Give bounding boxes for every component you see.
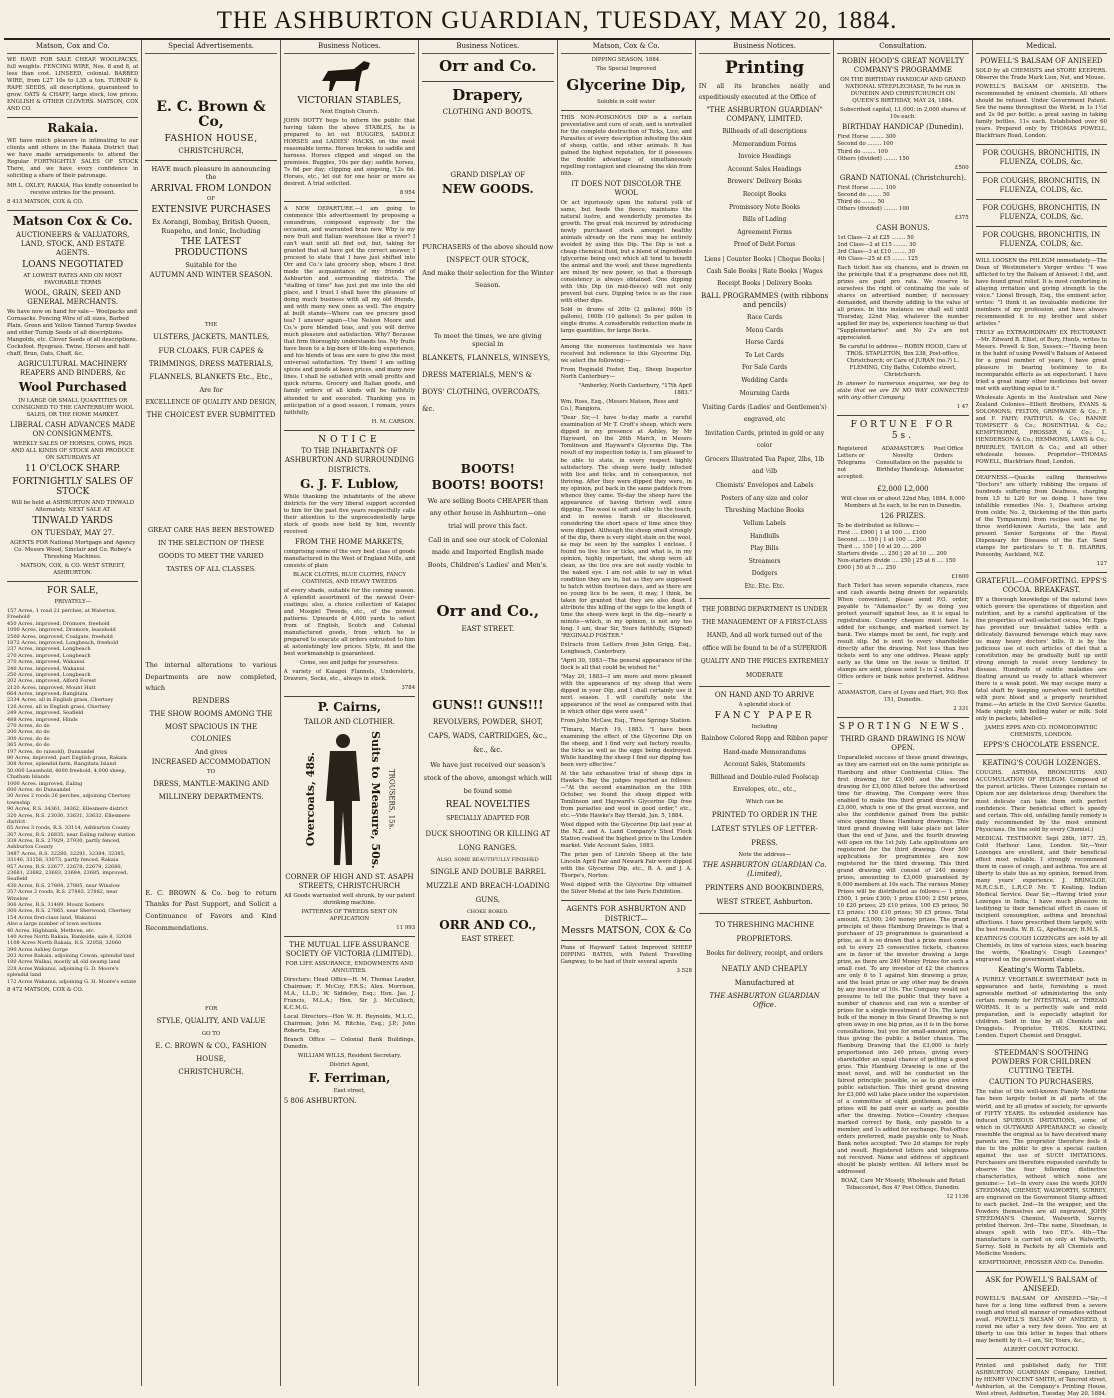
property-list: 157 Acres, 1 road 21 perches, at Waterton, Freehold 450 Acres, improved, Dromore, freehold 1000 Acres, improved, Dromore, leasehold 2500 Acres, improved, Coalgate, freehold 1872 Acres, improved, Longbeach, freehold 237 Acres, improved, Longbeach 270 Acres, improved, Longbeach 370 Acres, improved, Wakanui 240 Acres, improved, Wakanui 250 Acres, improved, Longbeach 202 Acres, improved, Alford Forest 2120 Acres, improved, Mount Hutt 664 Acres, improved, Rangitata 2334 Acres, all in English grass, Chertsey 126 Acres, all in English grass, Chertsey 249 Acres, improved, Seafield 488 Acres, improved, Hinds 270 Acres, do do 200 Acres, do do 300 Acres, do do 365 Acres, do do 197 Acres, do (unsold), Dunsandel 80 Acres, improved, part English grass, Rakaia 308 Acres, splendid farm, Rangitata Island 50,000 Leasehold, 4000 freehold, 4,000 sheep, Chatham Islands 1000 Acres, improved, Ealing 600 Acres, do Dunsandel 30 Acres 2 roods 26 perches, adjoining Chertsey township 90 Acres, R.S. 34361, 34362, Ellesmere district 320 Acres, R.S. 23030, 33631, 33632, Ellesmere district 65 Acres 3 roods, R.S. 33114, Ashburton County 307 Acres, R.S. 26835, near Ealing railway station 338 Acres, R.S. 27929, 27930, partly fenced, Ashburton County 3487 Acres, R.S. 32280, 32291, 32384, 32385, 33146, 33158, 33073, partly fenced, Rakaia 957 Acres, R.S. 22677, 22678, 22679, 22680, 23681, 23682, 23683, 23684, 23685, improved, Seafield 430 Acres, R.S. 27884, 27885, near Winslow 357 Acres 2 roods, R.S. 27883, 27882, near Winslow 306 Acres, R.S. 31489, Mount Somers 300 Acres, R.S. 27865, near Sherwood, Chertsey 154 Acres first-class land, Wakanui Also a large number of town sections 40 Acres, Highbank, Methven, etc. 140 Acres North Rakaia, Bankside, sale 8, 32036 1108 Acres North Rakaia, R.S. 32058, 32060 390 Acres Ashley Gorge 203 Acres Rakaia, adjoining Cowan, splendid land 180 Acres Walkai, mostly all old swamp land 228 Acres Wakanui, adjoining G. D. Moore's splendid land 172 Acres Wakanui, adjoining G. H. Moore's estate [7,608,137,985]
ad-heading: BOOTS! BOOTS! [431,477,545,492]
ad-sub: FOR [204,1006,218,1013]
firm-heading: G. J. F. Lublow, [300,476,399,491]
ad-sub: Are for [199,386,223,395]
ad-sub: A splendid stock of [738,701,791,708]
ad-heading: FORTNIGHTLY SALES OF STOCK [12,476,134,498]
ad-heading: REAL NOVELTIES [445,799,530,810]
column-4 [419,40,557,1386]
firm-heading: Orr and Co., [436,602,540,621]
ad-sub: IN LARGE OR SMALL QUANTITIES OR CONSIGNED TO THE CANTERBURY WOOL SALES, OR THE HOME MARKET. [11,397,134,418]
prize-table: First Horse ........ 300 Second do ........ 100 Third do ........ 100 Others (divided) ........ 150 [837,134,910,162]
ad-text: All Goods warranted well shrunk, by our patent shrinking machine. [284,892,415,906]
ad-heading: TO THRESHING MACHINE PROPRIETORS. [715,921,815,944]
ad-heading: GUNS!! GUNS!!! [432,697,544,712]
ad-text: We have now on hand for sale— Woolpacks and Cornsacks. Fencing Wire of all sizes, Barbed Plain. Green and Yellow Tanned Turnip Swedes and other Turnip Seeds of all descriptions. Mangolds, etc. Clover Seeds of all descriptions. Cocksfoot. Ryegrass. Twine, Horses and half-chaff, Bran, Oats, Chaff, &c. [7,309,138,358]
ad-text: The value of this well-known Family Medicine has been largely tested in all parts of the world, and by all grades of society, for upwards of FIFTY YEARS. Its extended existence has induced SPURIOUS IMITATIONS, some of which in OUTWARD APPEARANCE so closely resemble the original as to have deceived many parents are. The proprietor therefore feels it due to the public to give a special caution against the use of SUCH IMITATIONS. Purchasers are therefore requested carefully to observe the four following distinctive characteristics, without which none are genuine:— 1st—In every case the words JOHN STEEDMAN, CHEMIST, WALWORTH, SURREY, are engraved on the Government Stamp affixed to each packet. 2nd—In the wrapper, and the Powders themselves are all engraved, JOHN STEEDMAN'S Chemist, Walworth, Surrey, printed thereon. 3rd—The name, Steedman, is always spelt with two EE's. 4th—The manufacture is carried on only at Walworth, Surrey. Sold in Packets by all Chemists and Medicine Vendors. [975,1089,1107,1257]
ad-text: A NEW DEPARTURE.—I am going to commence this advertisement by proposing a conundrum, composed expressly for the occasion, and warranted bran new. Why is my new fruit and Italian warehouse like a river? I can't wait until all find out, but, taking for granted that all have got the correct answer, I proceed to state that I have just shifted into Orr and Co.'s late grocery shop, where I first made the acquaintance of my friends of Ashburton and surrounding districts. The "stalling of time" has just put me into the old place, and I trust I shall have the pleasure of doing much business with all my old friends, and with many new ones as well. The enquiry at built stands—Where can we procure good tea? I answer again—Use Nelson Moore and Co.'s pure blended teas, and you will derive much pleasure and satisfaction. Why? Because that firm thoroughly understands tea. My fruits have been to a big-bore of life-long experience, and his blends of teas are sure to give the most universal satisfaction. Try them! I am selling spices and goods at keen prices, and many new lines. I shall be satisfied with small profits and quick returns. Grocery and Italian goods, and family orders of all kinds will be faithfully attended to and executed. Thanking you in anticipation of a good season, I remain, yours faithfully, [283,206,416,416]
ad-sub: Soluble in cold water [597,98,656,105]
ad-text: Local Directors—Hon W. H. Reynolds, M.L.C., Chairman; John M. Ritchie, Esq.; J.P.; John Roberts, Esq. [283,1014,416,1035]
ad-text: BY a thorough knowledge of the natural laws which govern the operations of digestion and nutrition, and by a careful application of the fine properties of well-selected cocoa, Mr. Epps has provided our breakfast tables with a delicately flavoured beverage which may save us many heavy doctors' bills. It is by the judicious use of such articles of diet that a constitution may be gradually built up until strong enough to resist every tendency to disease. Hundreds of subtle maladies are floating around us ready to attack wherever there is a weak point. We may escape many a fatal shaft by keeping ourselves well fortified with pure blood and a properly nourished frame.—An article in the Civil Service Gazette. Made simply with boiling water or milk. Sold only in packets, labelled— [975,596,1107,723]
ad-signature: H. M. CARSON. [371,418,416,425]
ad-ref: 8 472 MATSON, COX & CO. [7,987,84,994]
ad-text: From John McCaw, Esq., Three Springs Station. [560,718,692,725]
ad-text: THE JOBBING DEPARTMENT IS UNDER THE MANAGEMENT OF A FIRST-CLASS HAND, And all work turned out of the office will be found to be of a SUPERIOR QUALITY AND THE PRICES EXTREMELY MODERATE [700,605,829,679]
table-heading: 126 PRIZES. [880,511,926,520]
ad-sub: EAST STREET. [461,624,515,633]
ad-text: POWELL'S BALSAM OF ANISEED. The recommended by eminent chemists. All others should be refused. Under Government Patent. See the name throughout the World, in 1s 1½d and 2s 9d per bottle; a great saving in taking family bottles, 11s each. Established over 60 years. Prepared only by THOMAS POWELL, Blackfriars Road, London. [975,84,1107,140]
ad-heading: BOOTS! [460,461,515,476]
ad-sub: TAILOR AND CLOTHIER. [303,717,395,726]
ad-text: DEAFNESS.—Quacks calling themselves "Doctors" are utterly robbing the organs of hundreds suffering from Deafness, charging from L5 to L20 for so doing. I have two infallible remedies (No. 1, Deafness arising from colds; No. 2, thickening of the thin parts of the Tympanum) from recipes sent me by three world-known Aurists, the late and present Senior Surgeons of the Royal Dispensary for Diseases of the Ear. Send stamps for particulars to T. B. HLARRIS, Ponsonby, Auckland, N.Z. [975,474,1107,558]
ad-signature: JAMES EPPS AND CO. HOMOEOPATHIC CHEMISTS, LONDON. [985,725,1098,739]
ad-text: Registered Letters or Telegrams not accepted. [837,445,868,480]
ad-text: Rainbow Colored Repp and Ribbon paper [701,734,828,742]
horse-icon [314,57,384,93]
table-heading: BIRTHDAY HANDICAP (Dunedin). [842,123,964,132]
ad-text: Ex Aorangi, Bombay, British Queen, Ruapehu, and Ionic, Including [151,218,271,235]
ad-text: "May 20, 1883—I am more and more pleased with the appearance of my sheep that were dipped in your Dip, and I shall certainly use it next season. I will carefully note the appearance of the wool as compared with that in which other dips were used." [560,673,692,716]
ad-heading: STEEDMAN'S SOOTHING POWDERS FOR CHILDREN CUTTING TEETH. [991,1049,1092,1076]
ad-heading: Wool Purchased [18,380,127,395]
ad-text: comprising some of the very best class of goods manufactured in the West of England Mills, and consists of plain [283,549,416,570]
ad-ref: 3784 [401,685,416,692]
ad-text: Wholesale Agents in the Australian and New Zealand Colonies—Elliott Brothers, EVANS & SOLOMONS; FELTON, GRIMWADE & Co.; F. and F. FAHY; FAITHFUL & Co.; RANNE TOMPSETT & Co.; ROSENTHAL & Co.; KEMPTHORNE, PROSSER & Co.; L. HENDERSON & Co.; HEMMONS, LAWS & Co.; BRIERLEY, TAYLOR & Co.; and all other wholesale houses. Proprietor—THOMAS POWELL, Blackfriars Road, London. [975,395,1107,465]
ad-text: DUCK SHOOTING OR KILLING AT LONG RANGES. [425,829,551,852]
ad-text: Be careful to address— ROBIN HOOD, Care of TROS. STAPLETON, Box 238, Post-office, Christchurch; or Care of JURAN (no.?) L. FLEMING, City Baths, Colombo street, Christchurch. [839,344,967,379]
ad-text: Invitation Cards, printed in gold or any color [704,430,825,450]
ad-heading: ARRIVAL FROM LONDON [150,183,272,194]
ad-sub: OF [206,196,216,203]
ad-sub: THIRD GRAND DRAWING IS NOW OPEN. [840,735,966,753]
column-header: Business Notices. [699,40,830,54]
ad-ref: 2 331 [953,706,969,713]
column-header: Medical. [976,40,1107,54]
ad-sub: INSPECT OUR STOCK, [446,255,530,264]
ad-sub: Which can be [746,799,784,806]
ad-heading: CAUTION TO PURCHASERS. [988,1078,1094,1087]
ad-sub: THE [204,322,218,329]
printing-list: Billheads of all descriptions Memorandum Forms Invoice Headings Account Sales Headings Brewers' Delivery Books Receipt Books Promissory Note Books Bills of Lading Agreement Forms Proof of Debt Forms [722,127,807,249]
ad-text: District Agent, [329,1062,370,1069]
ad-text: Subscribed capital, L1,000; in 2,000 shares of 10s each. [839,107,966,121]
ad-text: "Amberley, North Canterbury, "17th April 1883." [578,383,692,397]
ad-heading: VICTORIAN STABLES, [297,96,402,107]
ad-text: The internal alterations to various Departments are now completed, which [145,660,277,693]
printing-list: Race Cards Menu Cards Horse Cards To Let Cards For Sale Cards Wedding Cards Mourning Cards [739,314,790,397]
goods-list: ULSTERS, JACKETS, MANTLES, FUR CLOAKS, FUR CAPES & TRIMMINGS, DRESS MATERIALS, FLANNELS, BLANKETS Etc., Etc., [148,333,274,382]
ad-heading: THE LATEST PRODUCTIONS [174,237,248,258]
ad-text: While thanking the inhabitants of the above districts for the very liberal support accorded to him for the past five years respectfully calls their attention to the unprecedentedly large stock of goods now held by him, recently received [283,493,416,535]
ad-sub: ON HAND AND TO ARRIVE [714,690,815,699]
ad-sub: Suitable for the [185,260,237,269]
ad-text: MEDICAL TESTIMONY. Sept 28th, 1877. 25, Cold Harbour Lane, London. Sir,—Your Lozenges are excellent, and their beneficial effect most reliable. I strongly recommend them in cases of cough, and asthma. You are at liberty to state this as my opinion, formed from many years' experience. J. BRINGLOE, M.R.C.S.E., L.R.C.P. Mr. T. Keating. Indian Medical Service. Dear Sir,—Having tried your Lozenges in India, I have much pleasure in testifying to their beneficial effect in cases of incipient consumption, asthma and bronchial affections. I have prescribed them largely, with the best results. W. B. G., Apothecary, H.M.S. [975,835,1107,933]
column-2 [142,40,280,1386]
ad-heading: THE MUTUAL LIFE ASSURANCE SOCIETY OF VICTORIA (LIMITED). [285,940,414,958]
ad-heading: THE CHOICEST EVER SUBMITTED [146,410,276,419]
ad-text: Come, see and judge for yourselves. [299,660,399,667]
ad-sub: ALSO, SOME BEAUTIFULLY FINISHED [436,856,539,863]
ad-text: of every shade, suitable for the coming season. A splendid assortment of the newest Over-coatings; also, a choice collection of Kaiapoi and Mosgiel Tweeds, etc., of the newest patterns. Upwards of 4,000 yards to select from of English, Scotch and Colonial manufactured goods, from which he is prepared to execute all orders entrusted to him at astonishingly low prices. Style, fit and the best workmanship is guaranteed. [283,588,416,658]
ad-sub: TO THE INHABITANTS OF ASHBURTON AND SURROUNDING DISTRICTS. [284,447,414,474]
column-header: Matson, Cox & Co. [561,40,692,54]
ad-sub: AGENTS FOR ASHBURTON AND DISTRICT— [566,905,686,923]
firm-heading: Orr and Co. [439,57,537,76]
ad-sub: PRIVATELY— [54,598,92,605]
ad-text: WE HAVE FOR SALE CHEAP. WOOLPACKS, full weights. FENCING WIRE, Nos. 8 and 8, at less than cost. LINSEED, colonial. BARBED WIRE, from L27 10s to L35 a ton. TURNIP & RAPE SEEDS, all descriptions, guaranteed to grow. OATS & CHAFF, large stock, low prices. ENGLISH & OTHER CLOVERS. MATSON, COX AND CO. [7,57,139,113]
ad-sub: LIBERAL CASH ADVANCES MADE ON CONSIGNMENTS. [10,420,136,438]
ad-heading: NEW GOODS. [441,182,534,197]
ad-heading: EXTENSIVE PURCHASES [151,205,271,216]
ad-sub: The Special Improved [596,66,657,73]
ad-text: East street, [333,1088,366,1095]
column-header: Consultation. [837,40,968,54]
ad-sub: EAST STREET. [461,934,515,943]
column-7 [834,40,972,1386]
table-heading: CASH BONUS. [876,223,930,232]
columns [4,40,1110,1398]
ad-text: THE ASHBURTON GUARDIAN Co. (Limited), [702,861,827,879]
ad-signature: E. C. BROWN & CO., FASHION HOUSE, [155,1041,267,1064]
ad-ref: 11 993 [396,924,416,931]
prize-total: £375 [954,214,969,221]
ad-text: From Reginald Foster, Esq., Sheep Inspector North Canterbury— [560,367,692,381]
ad-heading: FANCY PAPER [714,710,815,721]
ad-sub: Next English Church. [319,108,379,115]
ad-sub: FOR LIFE ASSURANCE, ENDOWMENTS AND ANNUITIES. [285,961,414,975]
ad-text: CORNER OF HIGH AND ST. ASAPH STREETS, CHRISTCHURCH [285,872,414,890]
firm-heading: ORR AND CO., [439,917,537,932]
prize-total: £1600 [951,574,969,581]
ad-heading: POWELL'S BALSAM OF ANISEED [980,57,1103,66]
ad-signature: KEMPTHORNE, PROSSER AND Co. Dunedin. [978,1259,1104,1266]
ad-sub: FASHION HOUSE, [164,133,258,144]
column-header: Special Advertisements. [145,40,276,54]
ad-sub: CHRISTCHURCH. [178,1068,244,1077]
ad-heading: FOR COUGHS, BRONCHITIS, IN FLUENZA, COLDS, &c. [982,176,1101,194]
ad-heading: FOR COUGHS, BRONCHITIS, IN FLUENZA, COLDS, &c. [982,230,1101,248]
ad-heading: KEATING'S COUGH LOZENGES. [982,759,1101,768]
ad-sub: WEEKLY SALES OF HORSES, COWS, PIGS AND ALL KINDS OF STOCK AND PRODUCE ON SATURDAYS AT [11,440,135,461]
goods-list: BLANKETS, FLANNELS, WINSEYS, DRESS MATERIALS, MEN'S & BOYS' CLOTHING, OVERCOATS, &c. [422,354,551,413]
ad-heading: TINWALD YARDS [32,516,114,527]
ad-text: SINGLE AND DOUBLE BARREL MUZZLE AND BREACH-LOADING GUNS, [425,868,550,905]
ad-text: "April 30, 1883—The general appearance of the flock is all that could be wished for." [560,657,692,671]
ad-text: WILLIAM WILLS, Resident Secretary. [297,1053,402,1060]
ad-heading: 11 O'CLOCK SHARP. [25,463,121,474]
ad-text: And make their selection for the Winter Season. [422,268,554,290]
ad-text: AGENTS FOR National Mortgage and Agency Co. Messrs Wood, Sinclair and Co. Robey's Threshing Machines. [9,540,136,561]
ad-text: We have just received our season's stock of the above, amongst which will be found some [423,760,552,795]
ad-heading: Printing [725,58,805,79]
ad-signature: BOAZ, Care Mr Mosely, Wholesale and Retail Tobacconist, Box 4? Post Office, Dunedin. [840,1178,965,1192]
ad-signature: ALBERT COUNT POTOCKI. [1003,1347,1080,1354]
ad-text: Post Office Orders payable to Adamastor. [933,445,965,473]
issue-date: TUESDAY, MAY 20, 1884. [596,7,898,34]
ad-text: Wm. Ross, Esq., (Messrs Matson, Ross and Co.), Rangiora. [560,399,679,413]
ad-text: TRULY an EXTRAORDINARY EX PECTORANT.—Mr. Edward B. Ellist, of Bury, Hunts, writes to Messrs. Powell & Son, Sussex:—"Having been in the habit of using Powell's Balsam of Aniseed for a great number of years, I have great pleasure in bearing testimony to its incomparable effects as an expectorant. I have tried a great many other medicines but never met with anything equal to it." [975,330,1107,393]
prize-total: £500 [954,164,969,171]
ad-text: Call in and see our stock of Colonial made and Imported English made Boots, Children's Ladies' and Men's. [427,536,548,569]
ad-sub: GO TO [201,1030,221,1037]
ad-heading: NOTICE [318,434,381,445]
ad-heading: FOR COUGHS, BRONCHITIS, IN FLUENZA, COLDS, &c. [982,203,1101,221]
ad-text: DRESS, MANTLE-MAKING AND MILLINERY DEPARTMENTS. [153,780,269,802]
ad-sub: AUCTIONEERS & VALUATORS, LAND, STOCK, AND ESTATE AGENTS. [16,230,130,257]
ad-text: The prize pen of Lincoln Sheep at the late Lincoln April Fair and Newark Fair were dipped with the Glycerine Dip, etc., B. A. and J. A. Thorpe's, Norton. [560,852,692,880]
ad-sub: ON TUESDAY, MAY 27. [31,529,115,538]
ad-text: ADAMASTOR, Care of Lyons and Hart, P.O. Box 151, Dunedin. [837,690,969,704]
ad-text: Directors: Head Office—H. M. Thomas Leader, Chairman; F. McCoy, F.R.S.; Alex. Morrison, M.A., LL.D.; W. Siddeley, Esq.; Hon. Jas. J. Francis, M.L.A.; Hon. Sir J. McCulloch, K.C.M.G. [283,977,416,1012]
ad-sub: "THE ASHBURTON GUARDIAN" COMPANY, LIMITED. [706,105,823,123]
ad-text: A variety of Kaiapoi Flannels, Undershirts, Drawers, Socks, etc., always in stock. [283,669,416,683]
printing-list: Chemists' Envelopes and Labels Posters of any size and color Threshing Machine Books Vellum Labels Handbills Play Bills Streamers Dodgers Etc. Etc. Etc. [715,482,814,590]
ad-ref: 8 413 MATSON, COX & CO. [7,198,84,205]
ad-text: At the late exhaustive trial of sheep dips in Hawke's Bay the judges reported as follows:—"At the second examination on the 18th October, we found the sheep dipped with Tomlinson and Hayward's Glycerine Dip free from parasites and wool in good order," etc., etc.—Vide Hawke's Bay Herald, Jan. 5, 1884. [560,771,692,820]
ad-ref: 8 954 [399,190,416,197]
man-figure-icon [322,731,364,869]
ad-text: ADAMASTOR'S Novelty Consultation on the Birthday Handicap. [876,445,930,473]
ad-text: ON THE BIRTHDAY HANDICAP AND GRAND NATIONAL STEEPLECHASE, To be run in DUNEDIN AND CHRISTCHURCH ON QUEEN'S BIRTHDAY, MAY 24, 1884. [840,77,966,105]
ad-text: BLACK CLOTHS, BLUE CLOTHS, FANCY COATINGS, AND HEAVY TWEEDS [292,572,406,586]
ad-text: THE ASHBURTON GUARDIAN Office. [709,992,820,1010]
ad-heading: SPORTING NEWS. [838,722,967,733]
table-heading: GRAND NATIONAL (Christchurch). [839,173,967,182]
ad-sub: AT LOWEST RATES AND ON MOST FAVORABLE TERMS [23,272,123,286]
ad-sub: TO [207,769,216,776]
firm-heading: Messrs MATSON, COX & Co [561,925,692,936]
column-1 [4,40,142,1386]
firm-heading: P. Cairns, [317,700,382,715]
ad-text: POWELL'S BALSAM OF ANISEED.—"Sir,—I have for a long time suffered from a severe cough and tried all manner of remedies without avail. POWELL'S BALSAM OF ANISEED, it cured me after a very few doses. You are at liberty to use this letter in hopes that others may benefit by it.—I am, Sir, Yours, &c., [975,1296,1107,1345]
ad-text: REVOLVERS, POWDER, SHOT, CAPS, WADS, CARTRIDGES, &c., &c., &c. [428,717,548,754]
printing-list: Liens | Counter Books | Cheque Books | Cash Sale Books | Rate Books | Wages Receipt Books | Delivery Books [704,255,825,287]
masthead [4,4,1110,40]
ad-text: To meet the times, we are giving special in [433,331,542,349]
ad-sub: And gives [194,747,228,756]
ad-text: Wool dipped with the Glycerine Dip obtained the Silver Medal at the late Paris Exhibition. [560,882,692,896]
ad-sub: DIPPING SEASON, 1884. [591,57,661,64]
ad-text: Extracts from Letters from John Grigg, Esq., Longbeach, Canterbury. [560,641,692,655]
ad-sub: CLOTHING AND BOOTS. [442,108,534,117]
prize-table: First Horse ........ 100 Second do ........ 50 Third do ........ 50 Others (divided) ........ 100 [837,184,910,212]
prize-table: 1st Class—2 at £25 ........ 50 2nd Class—2 at £15 ........ 30 3rd Class—3 at £10 ........ 30 4th Class—25 at £5 ........ 125 [837,234,918,262]
ad-heading: Keating's Worm Tablets. [998,965,1085,974]
column-5 [558,40,696,1386]
ad-text: Visiting Cards (Ladies' and Gentlemen's) engraved, etc [702,404,827,424]
ad-sub: AGRICULTURAL MACHINERY REAPERS AND BINDERS, &c [18,360,128,378]
ad-text: SOLD by all CHEMISTS and STORE KEEPERS. Observe the Trade Mark Lion, Net, and Mouse. [975,68,1107,82]
ad-text: We are selling Boots CHEAPER than any other house in Ashburton—one trial will prove this fact. [427,497,549,530]
ad-text: Among the numerous testimonials we have received but reference to this Glycerine Dip, we select the following:— [560,344,692,365]
ad-sub: CHOKE BORED. [466,909,509,916]
column-8 [973,40,1110,1398]
firm-heading: F. Ferriman, [308,1071,391,1086]
ad-text: COUGHS, ASTHMA, BRONCHITIS AND ACCUMULATION OF PHLEGM. Composed of the purest articles. These Lozenges contain no Opium nor any deleterious drug; therefore the most delicate can take them with perfect confidence. Their beneficial effect is speedy and certain. This old, unfailing family remedy is daily recommended by the most eminent Physicians. (In tins sold by every Chemist.) [975,770,1107,833]
ad-text: HAVE much pleasure in announcing the [151,164,271,182]
ad-heading: GRATEFUL—COMFORTING. EPPS'S COCOA. BREAKFAST. [975,576,1107,594]
ad-text: Each Ticket has seven separate chances, race and cash awards being drawn for separately. When convenient, please send P.O. order, payable to "Adamastor." By so doing you protect yourself against loss, as it is equal to registration. Country cheques must have 1s added for exchange, and marked correct by bank. Two stamps must be sent, for reply and result slip. 5d is sent to every shareholder directly after the drawing. Not less than two tickets sent to any one address. Please apply early as the time on the issue is limited. If stamps are sent, please send 1s in 2 extra. Post Office orders or bank notes preferred. Address— [837,583,969,688]
column-header: Matson, Cox and Co. [7,40,138,54]
ad-text: PURCHASERS of the above should now [422,243,554,252]
ad-heading: EPPS'S CHOCOLATE ESSENCE. [983,741,1100,750]
ad-sub: Will be held at ASHBURTON AND TINWALD Alternately. NEXT SALE AT [11,500,135,514]
ad-text: PRINTED TO ORDER IN THE LATEST STYLES OF LETTER-PRESS. [711,811,818,848]
ad-text: WE have much pleasure in intimating to our clients and others in the Rakaia District that we have made arrangements to attend the Regular FORTNIGHTLY SALES OF STOCK There, and we have every confidence in soliciting a share of their patronage. [7,138,139,180]
ad-text: A PURELY VEGETABLE SWEETMEAT both in appearance and taste, furnishing a most agreeable method of administering the only certain remedy for INTESTINAL or THREAD WORMS. It is a perfectly safe and mild preparation, and is especially adapted for children. Sold in tins by all Chemists and Druggists. Proprietor, THOS. KEATING, London. Export Chemist and Druggist. [975,976,1107,1040]
ad-text: THIS NON-POISONOUS DIP is a certain preventative and cure of scab, and is unrivalled for the complete destruction of Ticks, Lice, and Parasites of every description infesting the skin of sheep, cattle, and other animals. It has gained the highest reputation, for it possesses the double advantage of simultaneously repelling contagion and cleansing the skin from filth. [560,114,692,177]
ad-text: JOHN DOTTY begs to inform the public that having taken the above STABLES, he is prepared to let out BUGGIES, SADDLE HORSES and LADIES' HACKS, on the most reasonable terms. Horses broken to saddle and harness. Horses clipped and singed on the premises. Buggies, 10s per day; saddle horses, 7s 6d per day; clipping and singeing, 12s 6d. Horses, etc., let out for one hour or more as desired. A trial solicited. [283,117,416,188]
ad-heading: FORTUNE FOR 5s. [850,420,956,441]
ad-sub: IT DOES NOT DISCOLOR THE WOOL [571,179,682,197]
ad-text: E. C. BROWN & Co. beg to return Thanks for Past Support, and Solicit a Continuance of Favors and Kind Recommendations. [145,888,277,932]
ad-heading: Rakaia. [47,121,98,136]
ad-text: THE SHOW ROOMS AMONG THE MOST SPACIOUS IN THE COLONIES [149,710,273,744]
ad-text: WILL LOOSEN the PHLEGM immediately.—The Dean of Westminster's Verger writes: "I was afflicted to try the Balsam of Aniseed; I did, and have found great relief. It is most comforting in allaying irritation and giving strength to the voice." Lionel Brough, Esq., the eminent actor, writes: "I think it an invaluable medicine for members of my profession, and have always recommended it to my brother and sister artistes." [975,258,1107,328]
ad-heading: RENDERS [192,697,230,706]
ad-ref: 3 528 [676,968,692,975]
tailor-illustration [284,729,415,871]
newspaper-page [4,4,1110,1398]
column-3 [281,40,419,1386]
ad-text: PRINTERS AND BOOKBINDERS, WEST STREET, Ashburton. [705,884,824,907]
ad-text: Unparalleled success of these grand drawings, as they are carried out on the same principle as Hamburg and other Continental Cities. The first drawing for £3,000 and the second drawing for £3,000 filled before the advertised time for drawing. The Company were thus enabled to make this third grand drawing for £3,000, which is one of the great success, and also the confidence gained from the public since opening these Hamburg drawings. This third grand drawing will take place not later than the end of June, and the fourth drawing will open on the 1st July. Late applications are registered for the third drawing. Over 500 applications for programmes are now registered for the third drawing. This third grand drawing will consist of 240 money prizes, amounting to £3,000 guaranteed by 6,000 members at 10s each. The various Money Prizes will be distributed as follows:— 1 prize £500, 1 prize £300; 1 prize £100; 2 £50 prizes, 10 £20 prizes; 25 £10 prizes, 100 £5 prizes, 50 £3 prizes; 150 £10 prizes; 50 £5 prizes. Total amount, £3,000; 240 money prizes. The grand principle of these Hamburg Drawings is that a purchaser of 25 programmes is guaranteed a prize, as it is so drawn that a prize must come out to every 25 consecutive tickets, chances are in favor of the investor drawing a large prize, as there are 240 Money Prizes for such a small cost. To any investor of £2 the chances are only 6 to 1 against him drawing a prize, and the least prize or any other may be drawn by any investor of 10s. The Company would not presume to tell the public that they have a number of chances and can win a number of prizes for a single investment of 10s. The large bulk of the money in this Grand Drawing is not given away in one big prize, as it is in the horse consultations, but you for small-amount prizes, thus giving the public a better chance. The Hamburg Drawing that the £3,000 is fairly proportioned into 240 prizes, giving every shareholder an equal chance of getting a good prize. This Hamburg Drawing is one of the most novel, and will be conducted on the fairest principle possible, so as to give entire public satisfaction. This third grand drawing for £3,000 will take place under the supervision of a committee of eight gentlemen, and the prizes will be paid over as early as possible after the drawing. Notice—Country cheques marked correct by Bank, only payable to a member, and 1s added for exchange. Post-office orders preferred, made payable only to Noah. Bank notes accepted. Two 2d stamps for reply and result. Registered letters and telegrams not received. Name and address of applicant should be plainly written. All letters must be addressed [837,755,969,1176]
ad-heading: ROBIN HOOD'S GREAT NOVELTY COMPANY'S PROGRAMME [841,57,965,75]
ad-text: Or act injuriously upon the natural yolk of same, but feeds the fleece, maintains the natural lustre, and wonderfully promotes its growth. The great risk incurred by introducing newly purchased stock amongst healthy animals already on the runs may be entirely avoided by using this Dip. The Dip is not a cheap chemical fluid, but a blend of ingredients (glycerine being one) which all tend to benefit the animal and the wool; and these ingredients are mixed by new power, so that a thorough consistency is always obtained. One dipping with this Dip (in mid-fleece) will not only prevent but cure. Dipping twice is as the case with other dips. [560,199,692,305]
trousers-price: TROUSERS, 15s. [387,769,396,830]
ad-text: EXCELLENCE OF QUALITY AND DESIGN, [145,398,277,406]
ad-text: IN all its branches neatly and expeditiously executed at the Office of [698,83,831,101]
ad-text: KEATING'S COUGH LOZENGES are sold by all Chemists, in tins of various sizes, each bearing the words, "Keating's Cough Lozenges" engraved on the government stamp. [975,935,1107,963]
consultation-box [837,444,968,483]
ad-text: PATTERNS OF TWEEDS SENT ON APPLICATION [301,908,398,922]
ad-text: Wool dipped with the Glycerine Dip last year at the N.Z. and A. Land Company's Steel Flock Station realised the highest price in the London market. Vide Account Sales, 1883. [560,822,692,850]
prize-table: To be distributed as follows:— First .... £900 | 1 at 100 .... £100 Second .... 150 | 1 at 100 .... 200 Third .... 150 | 10 at 20 .... 200 Starters divide .... 250 | 20 at 10 .... 200 Non-starters divide .... 250 | 25 at 6 .... 150 £900 | 50 at 5 .... 250 [837,523,956,572]
ad-text: SPECIALLY ADAPTED FOR [446,814,530,822]
ad-text: Sold in drums of 20lb (2 gallons) 80lb (5 gallons), 160lb (10 gallons); 5s per gallon in single drums. A considerable reduction made in large quantities, for large flocks. [560,307,692,335]
ad-text: Books for delivery, receipt, and orders [706,950,823,958]
ad-text: In answer to numerous enquiries, we beg to state that we are IN NO WAY CONNECTED with any other Company. [837,381,969,402]
ad-ref: 12 1136 [946,1194,969,1201]
ad-text: GREAT CARE HAS BEEN BESTOWED IN THE SELECTION OF THESE GOODS TO MEET THE VARIED TASTES OF ALL CLASSES. [148,525,275,573]
ad-sub: Note the address— [738,852,791,859]
ad-heading: LOANS NEGOTIATED [22,260,124,271]
column-header: Business Notices. [422,40,553,54]
ad-sub: WOOL, GRAIN, SEED AND GENERAL MERCHANTS. [24,288,121,306]
ad-text: Will close on or about 22nd May, 1884. 8,000 Members at 5s each, to be run in Dunedin. [841,495,965,509]
ad-text: NEATLY AND CHEAPLY Manufactured at [721,965,808,988]
ad-sub: GRAND DISPLAY OF [450,171,526,180]
ad-ref: 5 806 ASHBURTON. [283,1097,357,1106]
ad-sub: BALL PROGRAMMES (with ribbons and pencils) [700,291,829,309]
overcoats-price: Overcoats, 48s. [303,752,317,847]
firm-heading: Matson Cox & Co. [12,213,133,228]
ad-sub: £2,000 L2,000 [877,484,929,493]
ad-ref: 127 [1096,560,1107,567]
ad-text: Branch Office — Colonial Bank Buildings, Dunedin. [283,1037,416,1051]
ad-ref: 1 47 [956,404,969,411]
ad-heading: Drapery, [452,85,524,104]
ad-sub: Including [751,723,778,730]
column-header: Business Notices. [284,40,415,54]
ad-signature: MATSON, COX, & CO. WEST STREET, ASHBURTON. [20,563,126,577]
ad-sub: CHRISTCHURCH, [178,146,244,155]
ad-text: Each ticket has six chances, and is drawn on the principle that if a programme does not fill, prizes are paid pro rata. We reserve to ourselves the right of continuing the sale of shares on advertised number, if necessary demanded, and thereby adding to the value of all prizes. In this instance we shall sell until Thursday, 22nd May, whatever the number applied for may be, experience teaching us that "Supplementaries" and No 2's are not appreciated. [837,264,969,342]
column-6 [696,40,834,1386]
suits-price: Suits to Measure, 50s. [369,730,383,869]
ad-text: Plans of Hayward' Latest Improved SHEEP DIPPING BATHS, with Patent Travelling Gangway, to be had of their several agents [560,945,692,966]
ad-heading: ASK for POWELL'S BALSAM of ANISEED. [985,1275,1098,1293]
paper-title: THE ASHBURTON GUARDIAN, [216,7,590,34]
ad-text: "Timaru, March 19, 1883. "I have been examining the effect of the Glycerine Dip on the sheep, and I find very sad factory results, the ticks as well as the eggs being destroyed. While handling the sheep I find our dipping has been very effective." [560,727,692,769]
ad-text: MR L. OXLEY, RAKAIA, Has kindly consented to receive entries for the present. [7,182,139,196]
ad-heading: INCREASED ACCOMMODATION [151,758,271,767]
ad-sub: FROM THE HOME MARKETS, [294,537,404,546]
ad-text: STYLE, QUALITY, AND VALUE [156,1017,266,1026]
ad-heading: Glycerine Dip, [566,76,686,95]
ad-text: "Dear Sir,—I have to-day made a careful examination of Mr T. Croft's sheep, which were dipped in my presence at Ashley, by Mr Hayward, on the 26th March, in Messrs Tomlinson and Hayward's Glycerine Dip. The result of my inspection today is, I am pleased to be able to state, in every respect highly satisfactory. The sheep were badly infected with lice and ticks, and in consequence, not thriving. After they were dipped they were, in my opinion, put back in the same paddock from whence they came. To-day the sheep have the appearance of having thriven well since dipping. The wool is soft and silky to the touch, and in nowise harsh or discoloured, considering the short space of time since they were dipped. Although the sheep smell strongly of the dip, there is very slight stain on the wool, as may be seen by the samples I enclose. I found no live lice or ticks, and what is, in my opinion, highly important, the sheep were all clean, as the lice ova are not easily visible to the naked eye. I am not able to say in what condition they are in, but as they are supposed to hatch within fourteen days, and as there are no young lice to be seen, it may, I think, be taken for granted that they are also dead. I attribute this killing of the eggs to the length of time the sheep were kept in the dip—nearly a minute—which, in my opinion, is not any too long. I am, dear Sir, Yours faithfully, (Signed) "REGINALD FOSTER." [560,415,692,639]
printing-list: Hand-made Memorandums Account Sales, Statements Billhead and Double-ruled Foolscap Envelopes, etc., etc., [710,748,819,794]
ad-text: Grocers Illustrated Tea Paper, 2lbs, 1lb and ½lb [704,456,825,476]
ad-heading: FOR SALE, [47,586,99,597]
ad-sub: AUTUMN AND WINTER SEASON. [149,271,273,280]
ad-heading: FOR COUGHS, BRONCHITIS, IN FLUENZA, COLDS, &c. [982,149,1101,167]
imprint: Printed and published daily, for THE ASHBURTON GUARDIAN Company, Limited, by HENRY VINCENT SMITH, of Tancred street, Ashburton, at the Company's Printing House, West street, Ashburton, Tuesday, May 20, 1884. [975,1363,1107,1398]
firm-heading: E. C. Brown & Co, [156,99,266,131]
